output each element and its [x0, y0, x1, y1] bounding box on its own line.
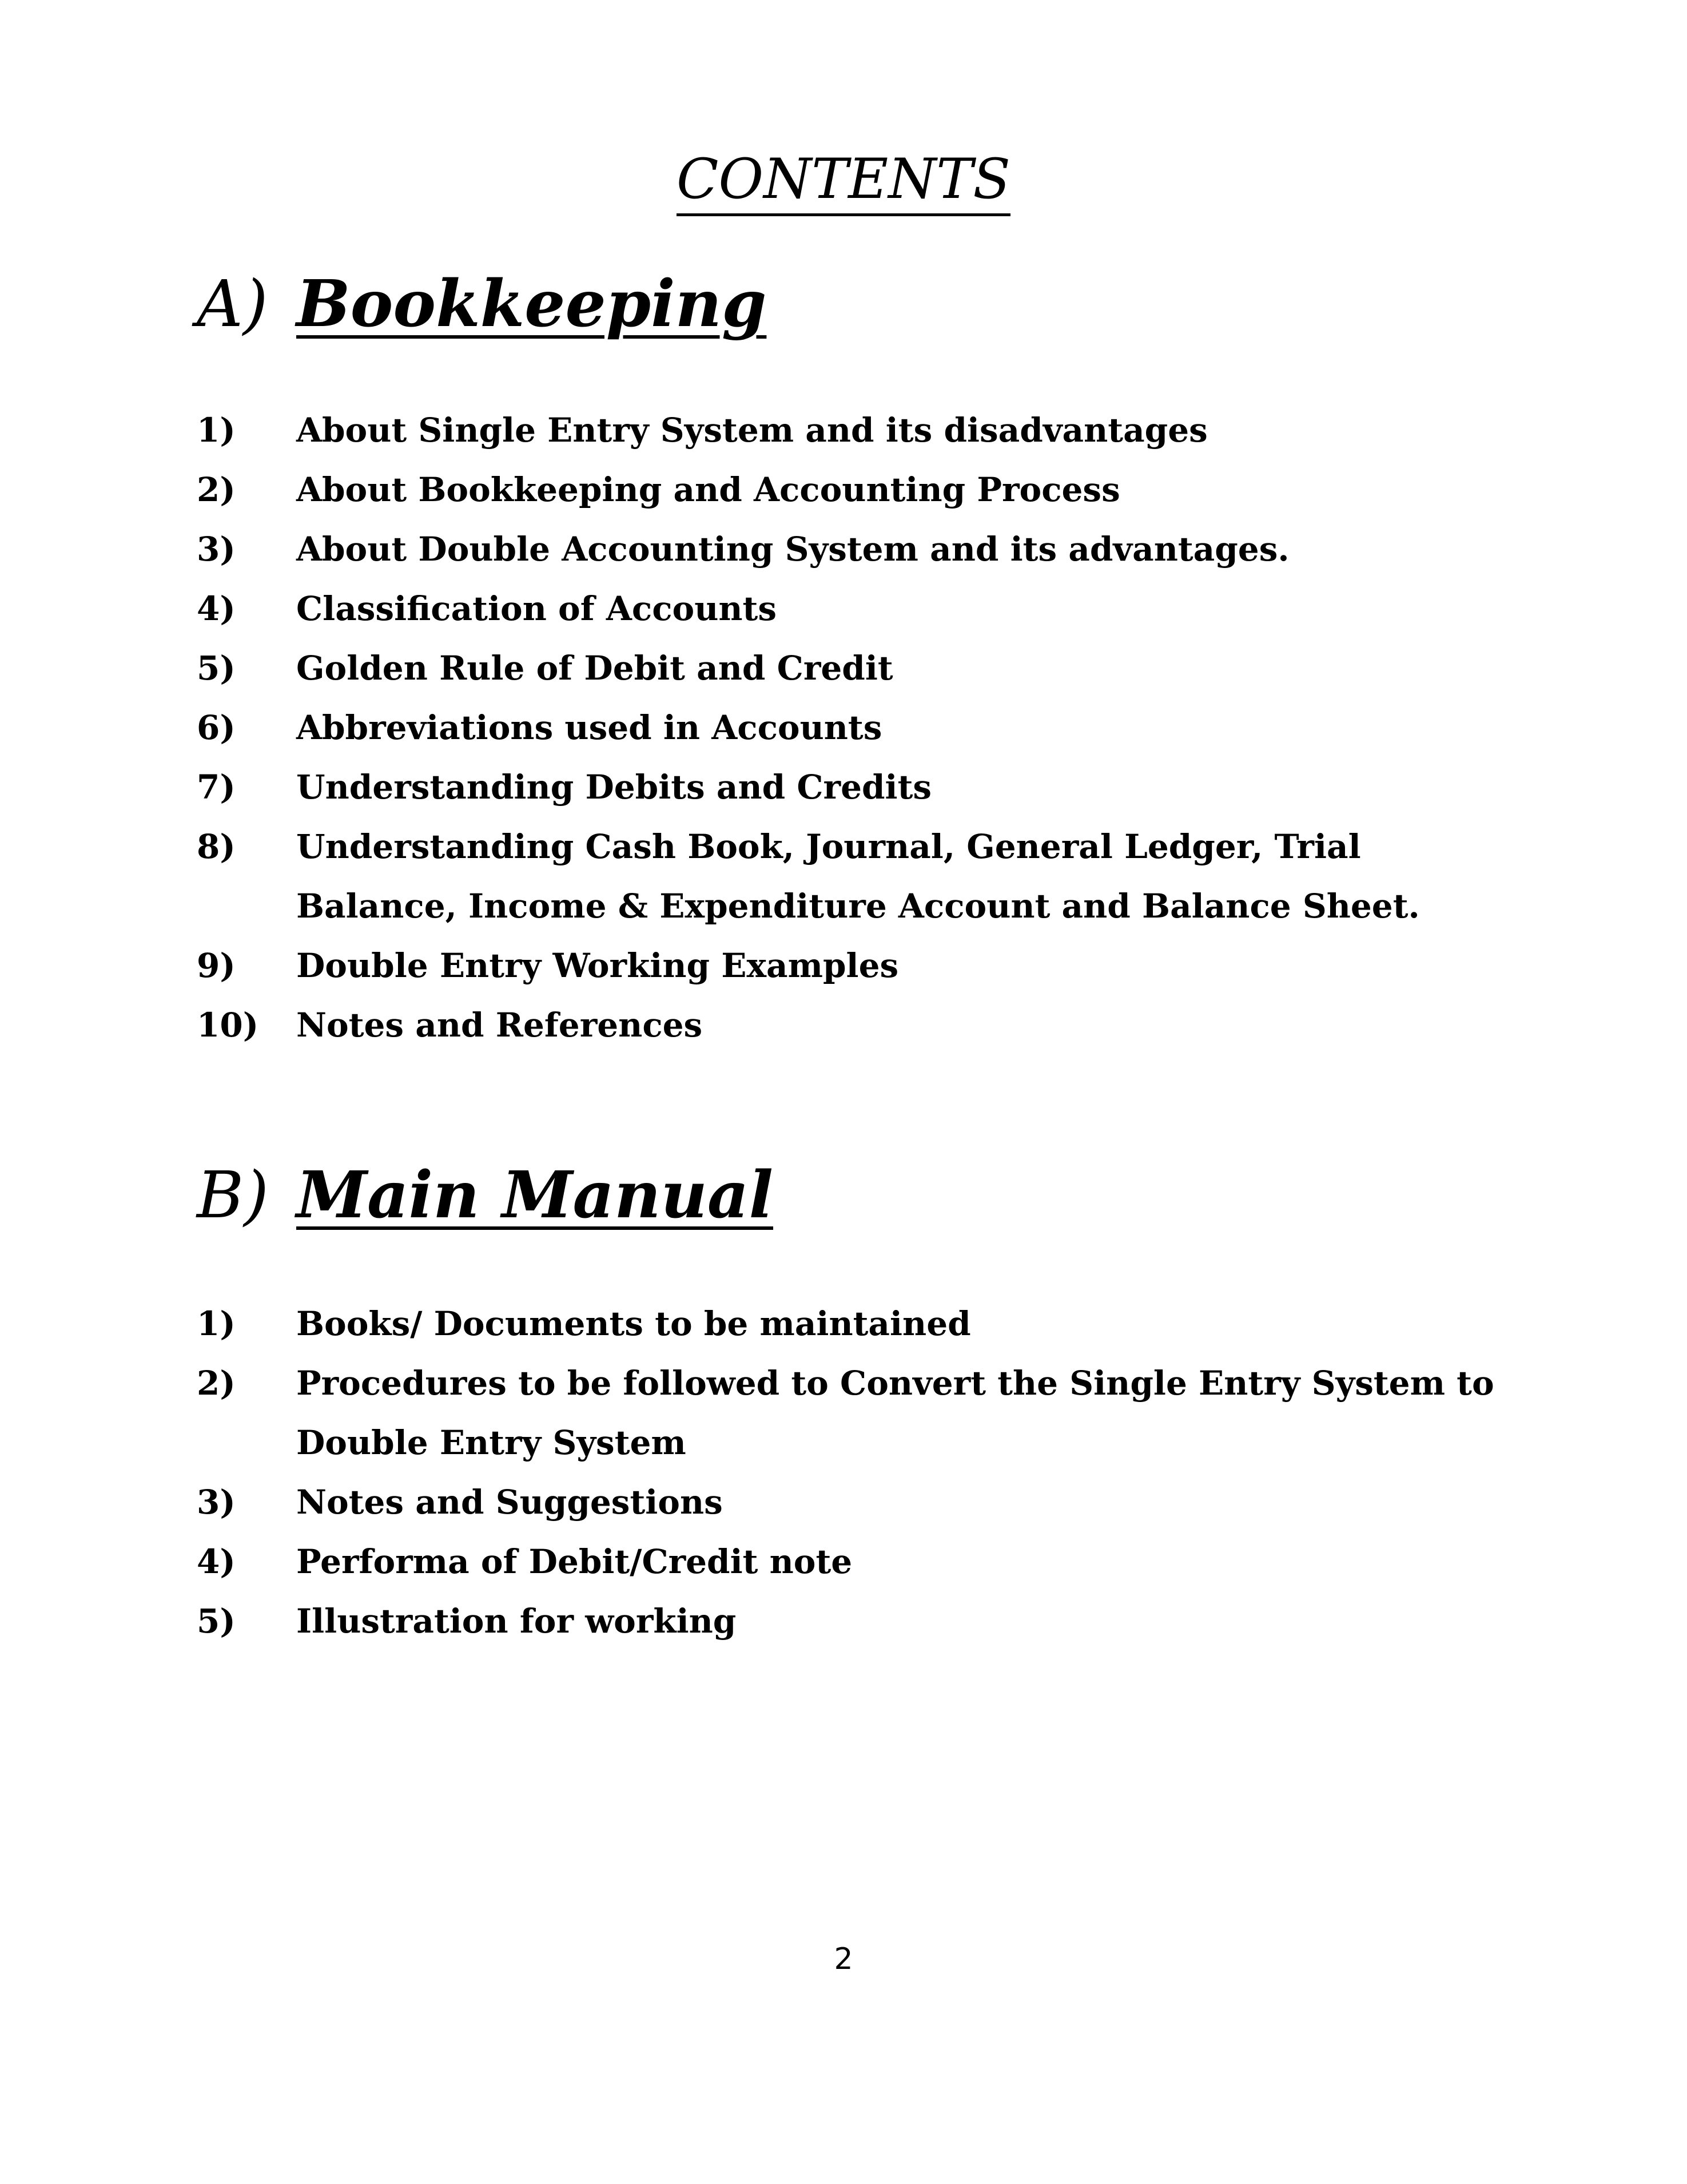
toc-item [197, 817, 1512, 936]
toc-item [197, 519, 1512, 579]
toc-item-text: Understanding Cash Book, Journal, General Ledger, Trial Balance, Income & Expenditure Account and Balance Sheet. [296, 827, 1420, 926]
toc-item-number: 2) [197, 470, 236, 509]
toc-item-text: Classification of Accounts [296, 589, 777, 628]
toc-item-text: Performa of Debit/Credit note [296, 1542, 853, 1581]
toc-item-number: 9) [197, 946, 236, 985]
toc-item [197, 1294, 1512, 1353]
page-number: 2 [834, 1942, 853, 1976]
page-title-text: CONTENTS [677, 147, 1010, 216]
section-heading-main-manual [197, 1155, 773, 1236]
toc-item-number: 5) [197, 649, 236, 688]
toc-item [197, 698, 1512, 757]
toc-item-text: Illustration for working [296, 1602, 737, 1641]
toc-item-number: 4) [197, 589, 236, 628]
page-title [0, 142, 1687, 216]
toc-item-number: 10) [197, 1006, 259, 1045]
toc-item-text: Procedures to be followed to Convert the Single Entry System to Double Entry System [296, 1364, 1494, 1462]
toc-list-bookkeeping [197, 400, 1512, 1055]
toc-item [197, 995, 1512, 1055]
toc-item-text: Double Entry Working Examples [296, 946, 899, 985]
toc-item-text: Understanding Debits and Credits [296, 768, 932, 807]
section-letter: A) [197, 267, 268, 342]
toc-item-number: 5) [197, 1602, 236, 1641]
section-name: Bookkeeping [296, 267, 767, 342]
section-heading-bookkeeping [197, 264, 766, 344]
toc-item-number: 4) [197, 1542, 236, 1581]
section-name: Main Manual [296, 1158, 774, 1233]
toc-item [197, 579, 1512, 638]
toc-item [197, 1472, 1512, 1532]
toc-item-number: 3) [197, 530, 236, 569]
toc-item-text: Golden Rule of Debit and Credit [296, 649, 893, 688]
toc-item [197, 757, 1512, 817]
toc-item-text: About Single Entry System and its disadvantages [296, 411, 1208, 450]
toc-item-text: Abbreviations used in Accounts [296, 708, 882, 747]
toc-item-number: 3) [197, 1483, 236, 1522]
toc-item-number: 8) [197, 827, 236, 866]
toc-item-number: 1) [197, 1304, 236, 1343]
toc-item [197, 1532, 1512, 1591]
section-letter: B) [197, 1158, 269, 1233]
toc-item [197, 460, 1512, 519]
toc-item-number: 6) [197, 708, 236, 747]
toc-item-text: Notes and Suggestions [296, 1483, 723, 1522]
toc-item [197, 638, 1512, 698]
toc-item-text: About Bookkeeping and Accounting Process [296, 470, 1120, 509]
toc-item [197, 1591, 1512, 1651]
toc-item-text: Notes and References [296, 1006, 703, 1045]
toc-item [197, 400, 1512, 460]
toc-item-number: 7) [197, 768, 236, 807]
toc-item [197, 1353, 1512, 1472]
toc-item-number: 2) [197, 1364, 236, 1403]
toc-list-main-manual [197, 1294, 1512, 1651]
toc-item-text: Books/ Documents to be maintained [296, 1304, 971, 1343]
toc-item-number: 1) [197, 411, 236, 450]
toc-item [197, 936, 1512, 995]
toc-item-text: About Double Accounting System and its advantages. [296, 530, 1290, 569]
